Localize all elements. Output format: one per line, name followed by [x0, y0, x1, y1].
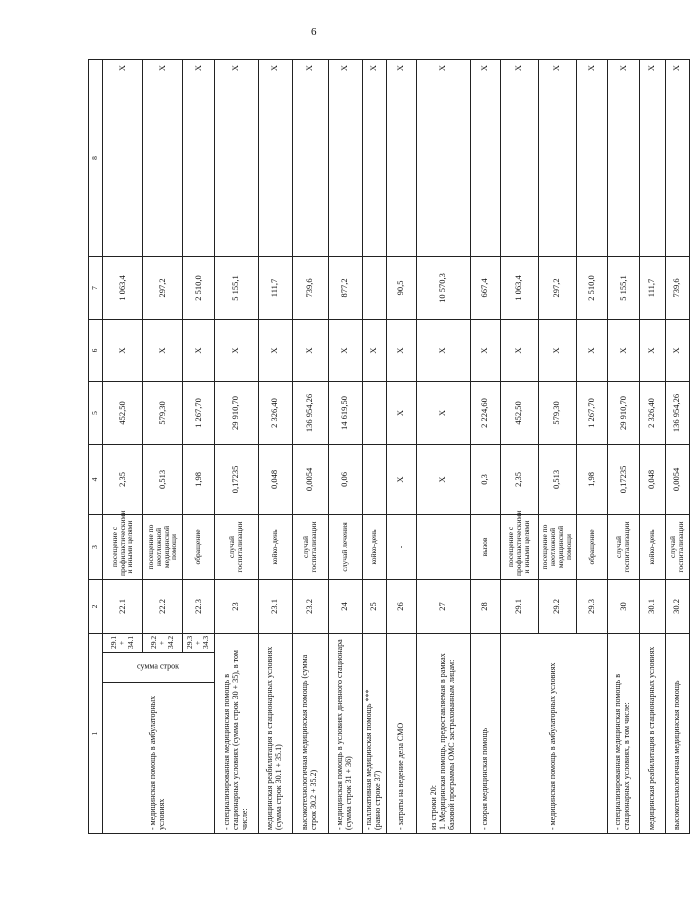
table-row: [608, 59, 640, 833]
row-col6: [362, 256, 386, 319]
row-code: 23.2: [292, 579, 328, 633]
row-col5: X: [608, 319, 640, 381]
row-col6: 5 155,1: [214, 256, 258, 319]
row-col4: 452,50: [500, 381, 538, 444]
row-col4: 579,30: [143, 381, 183, 444]
row-code: 29.3: [576, 579, 608, 633]
row-col6: 2 510,0: [183, 256, 215, 319]
row-code: 22.1: [103, 579, 143, 633]
row-col6: 739,6: [665, 256, 689, 319]
row-col4: 452,50: [103, 381, 143, 444]
row-col7: X: [386, 59, 416, 256]
row-name: высокотехнологичная медицинская помощь (сумма строк 30.2 + 35.2): [292, 633, 328, 833]
row-code: 30: [608, 579, 640, 633]
row-sub: 29.1 + 34.1: [103, 633, 143, 652]
row-code: 30.2: [665, 579, 689, 633]
row-col5: X: [386, 319, 416, 381]
row-col5: X: [214, 319, 258, 381]
row-col3: [362, 444, 386, 514]
row-col5: X: [665, 319, 689, 381]
row-col6: 739,6: [292, 256, 328, 319]
table-row: [214, 59, 258, 833]
row-col7: X: [183, 59, 215, 256]
row-col3: 0,17235: [608, 444, 640, 514]
row-col7: X: [143, 59, 183, 256]
row-unit: посещение с профилактическими и иными целями: [103, 514, 143, 579]
row-unit: койко-день: [362, 514, 386, 579]
row-col5: X: [292, 319, 328, 381]
row-code: 29.2: [538, 579, 576, 633]
row-code: 25: [362, 579, 386, 633]
row-col5: X: [470, 319, 500, 381]
row-col3: 0,3: [470, 444, 500, 514]
row-col6: 2 510,0: [576, 256, 608, 319]
row-unit: обращение: [183, 514, 215, 579]
row-col5: X: [639, 319, 665, 381]
row-col7: X: [258, 59, 292, 256]
header-cell: 4: [89, 444, 103, 514]
row-col7: X: [328, 59, 362, 256]
table-row: [665, 59, 689, 833]
row-col7: X: [214, 59, 258, 256]
row-col4: 579,30: [538, 381, 576, 444]
row-col6: 111,7: [258, 256, 292, 319]
row-code: 23: [214, 579, 258, 633]
row-col6: 1 063,4: [103, 256, 143, 319]
row-col5: X: [258, 319, 292, 381]
header-cell: 8: [89, 59, 103, 256]
header-cell: 5: [89, 381, 103, 444]
row-col7: X: [292, 59, 328, 256]
row-name: высокотехнологичная медицинская помощь: [665, 633, 689, 833]
row-col3: X: [416, 444, 470, 514]
row-name: медицинская реабилитация в стационарных условиях (сумма строк 30.1 + 35.1): [258, 633, 292, 833]
row-name: из строки 20: 1. Медицинская помощь, предоставляемая в рамках базовой программы ОМС застрахованным лицам:: [416, 633, 470, 833]
row-unit: койко-день: [639, 514, 665, 579]
row-col6: 1 063,4: [500, 256, 538, 319]
table-row: [328, 59, 362, 833]
row-unit: случай госпитализации: [214, 514, 258, 579]
row-unit: вызов: [470, 514, 500, 579]
row-col4: 2 224,60: [470, 381, 500, 444]
row-col4: 1 267,70: [576, 381, 608, 444]
table-row: [470, 59, 500, 833]
table-row: [386, 59, 416, 833]
row-col3: X: [386, 444, 416, 514]
row-name: - медицинская помощь в условиях дневного стационара (сумма строк 31 + 36): [328, 633, 362, 833]
row-col7: X: [608, 59, 640, 256]
row-col3: 0,0054: [665, 444, 689, 514]
row-col7: X: [576, 59, 608, 256]
row-unit: случай госпитализации: [292, 514, 328, 579]
row-col6: 667,4: [470, 256, 500, 319]
row-col7: X: [500, 59, 538, 256]
row-unit: [416, 514, 470, 579]
row-unit: посещение по неотложной медицинской помощи: [143, 514, 183, 579]
header-cell: 6: [89, 319, 103, 381]
row-name: - паллиативная медицинская помощь *** (равно строке 37): [362, 633, 386, 833]
row-col4: [362, 381, 386, 444]
table-row: [292, 59, 328, 833]
row-col5: X: [576, 319, 608, 381]
header-cell: 1: [89, 633, 103, 833]
header-row: [89, 59, 103, 833]
row-col6: 877,2: [328, 256, 362, 319]
row-col6: 90,5: [386, 256, 416, 319]
row-code: 30.1: [639, 579, 665, 633]
row-col5: X: [143, 319, 183, 381]
row-col3: 0,17235: [214, 444, 258, 514]
row-unit: случай лечения: [328, 514, 362, 579]
row-col4: 2 326,40: [258, 381, 292, 444]
header-cell: 3: [89, 514, 103, 579]
row-unit: случай госпитализации: [608, 514, 640, 579]
row-col4: 1 267,70: [183, 381, 215, 444]
page-number: 6: [311, 26, 317, 38]
row-col3: 1,98: [183, 444, 215, 514]
row-col5: X: [183, 319, 215, 381]
header-cell: 2: [89, 579, 103, 633]
row-code: 22.2: [143, 579, 183, 633]
row-name: - скорая медицинская помощь: [470, 633, 500, 833]
row-col3: 0,513: [143, 444, 183, 514]
row-code: 28: [470, 579, 500, 633]
row-col5: X: [362, 319, 386, 381]
row-col4: X: [386, 381, 416, 444]
row-col4: 136 954,26: [665, 381, 689, 444]
row-code: 29.1: [500, 579, 538, 633]
row-unit: случай госпитализации: [665, 514, 689, 579]
table-row: [416, 59, 470, 833]
row-col7: X: [639, 59, 665, 256]
row-col3: 1,98: [576, 444, 608, 514]
table-row: [258, 59, 292, 833]
row-name: - медицинская помощь в амбулаторных условиях: [103, 683, 215, 834]
header-cell: 7: [89, 256, 103, 319]
row-sub: 29.3 + 34.3: [183, 633, 215, 652]
row-col3: 0,048: [639, 444, 665, 514]
row-col7: X: [470, 59, 500, 256]
row-col5: X: [103, 319, 143, 381]
row-name: - затраты на ведение дела СМО: [386, 633, 416, 833]
row-col6: 111,7: [639, 256, 665, 319]
row-col7: X: [538, 59, 576, 256]
row-unit: посещение с профилактическими и иными целями: [500, 514, 538, 579]
row-col5: X: [416, 319, 470, 381]
row-col5: X: [500, 319, 538, 381]
row-col3: 0,06: [328, 444, 362, 514]
row-code: 24: [328, 579, 362, 633]
table-row: [362, 59, 386, 833]
table-row: [500, 59, 538, 833]
row-name: - специализированная медицинская помощь в стационарных условиях, в том числе:: [608, 633, 640, 833]
row-col7: X: [665, 59, 689, 256]
row-col6: 297,2: [143, 256, 183, 319]
row-col6: 297,2: [538, 256, 576, 319]
row-col6: 10 570,3: [416, 256, 470, 319]
row-name: медицинская реабилитация в стационарных условиях: [639, 633, 665, 833]
row-col4: 29 910,70: [214, 381, 258, 444]
row-code: 26: [386, 579, 416, 633]
row-col3: 0,0054: [292, 444, 328, 514]
row-col3: 0,513: [538, 444, 576, 514]
row-code: 22.3: [183, 579, 215, 633]
row-unit: посещение по неотложной медицинской помощи: [538, 514, 576, 579]
row-col7: X: [362, 59, 386, 256]
row-col5: X: [538, 319, 576, 381]
row-col4: 14 619,50: [328, 381, 362, 444]
table-row: [103, 59, 143, 833]
row-col4: X: [416, 381, 470, 444]
row-col4: 136 954,26: [292, 381, 328, 444]
merged-sum-label: сумма строк: [103, 653, 215, 683]
row-col7: X: [416, 59, 470, 256]
row-col5: X: [328, 319, 362, 381]
row-name: - специализированная медицинская помощь в стационарных условиях (сумма строк 30 + 35), в том числе:: [214, 633, 258, 833]
row-name: - медицинская помощь в амбулаторных условиях: [500, 633, 608, 833]
row-unit: -: [386, 514, 416, 579]
row-col4: 2 326,40: [639, 381, 665, 444]
row-sub: 29.2 + 34.2: [143, 633, 183, 652]
row-col3: 2,35: [103, 444, 143, 514]
row-col3: 0,048: [258, 444, 292, 514]
row-col4: 29 910,70: [608, 381, 640, 444]
row-code: 23.1: [258, 579, 292, 633]
rotated-table-frame: [88, 60, 686, 834]
table-row: [639, 59, 665, 833]
row-unit: койко-день: [258, 514, 292, 579]
row-col7: X: [103, 59, 143, 256]
row-col3: 2,35: [500, 444, 538, 514]
row-unit: обращение: [576, 514, 608, 579]
row-code: 27: [416, 579, 470, 633]
row-col6: 5 155,1: [608, 256, 640, 319]
data-table: [88, 59, 690, 834]
